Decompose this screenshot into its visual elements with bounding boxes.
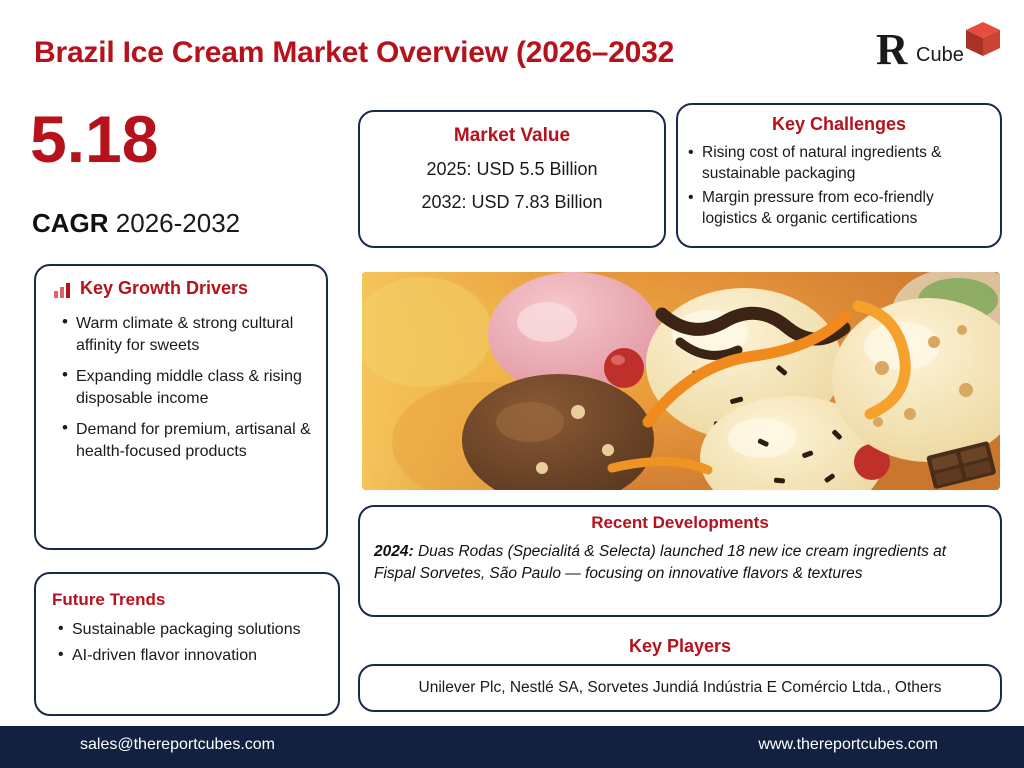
list-item: • Expanding middle class & rising disposable income: [76, 366, 326, 409]
recent-developments-title: Recent Developments: [591, 513, 769, 532]
list-item: • Margin pressure from eco-friendly logistics & organic certifications: [702, 188, 1000, 229]
list-item: • Rising cost of natural ingredients & sustainable packaging: [702, 143, 1000, 184]
footer-bar: [0, 726, 1024, 768]
cube-icon: [966, 22, 1000, 56]
future-trends-title: Future Trends: [52, 590, 166, 609]
bar-chart-icon: [54, 280, 74, 298]
recent-developments-text: [374, 541, 986, 586]
brand-logo: [872, 22, 1002, 80]
recent-developments-body: Duas Rodas (Specialitá & Selecta) launched 18 new ice cream ingredients at Fispal Sorvetes, São Paulo — focusing on innovative flavors & textures: [374, 543, 947, 583]
market-value-2032: 2032: USD 7.83 Billion: [421, 192, 603, 212]
market-value-title: Market Value: [453, 125, 571, 146]
ice-cream-photo: [362, 272, 1000, 490]
growth-drivers-card: [34, 264, 328, 550]
future-trends-list: [36, 619, 338, 668]
key-players-title: Key Players: [628, 636, 732, 656]
key-challenges-card: [676, 103, 1002, 248]
cagr-label-bold: CAGR: [32, 208, 109, 238]
list-item: • Demand for premium, artisanal & health-focused products: [76, 419, 326, 462]
list-item: • Sustainable packaging solutions: [72, 619, 338, 641]
key-players-card: [358, 664, 1002, 712]
market-value-2025: 2025: USD 5.5 Billion: [426, 159, 598, 179]
cagr-value: 5.18: [30, 102, 159, 176]
growth-drivers-header: [54, 278, 326, 299]
cagr-label-range: 2026-2032: [115, 208, 241, 238]
key-challenges-list: [678, 143, 1000, 229]
logo-mark: Я: [876, 25, 908, 74]
list-item: • AI-driven flavor innovation: [72, 645, 338, 667]
logo-wordmark: Cube: [916, 44, 964, 66]
recent-developments-card: [358, 505, 1002, 617]
footer-email[interactable]: sales@thereportcubes.com: [80, 736, 275, 753]
footer-website[interactable]: www.thereportcubes.com: [758, 736, 938, 753]
recent-developments-year: 2024:: [374, 543, 414, 560]
growth-drivers-title: Key Growth Drivers: [80, 278, 249, 298]
market-value-card: [358, 110, 666, 248]
key-challenges-title: Key Challenges: [771, 114, 907, 134]
cagr-label: [32, 208, 240, 239]
growth-drivers-list: [36, 313, 326, 463]
future-trends-card: [34, 572, 340, 716]
list-item: • Warm climate & strong cultural affinity for sweets: [76, 313, 326, 356]
key-players-text: Unilever Plc, Nestlé SA, Sorvetes Jundiá Indústria E Comércio Ltda., Others: [418, 679, 942, 696]
page-title: Brazil Ice Cream Market Overview (2026–2032: [34, 36, 675, 69]
